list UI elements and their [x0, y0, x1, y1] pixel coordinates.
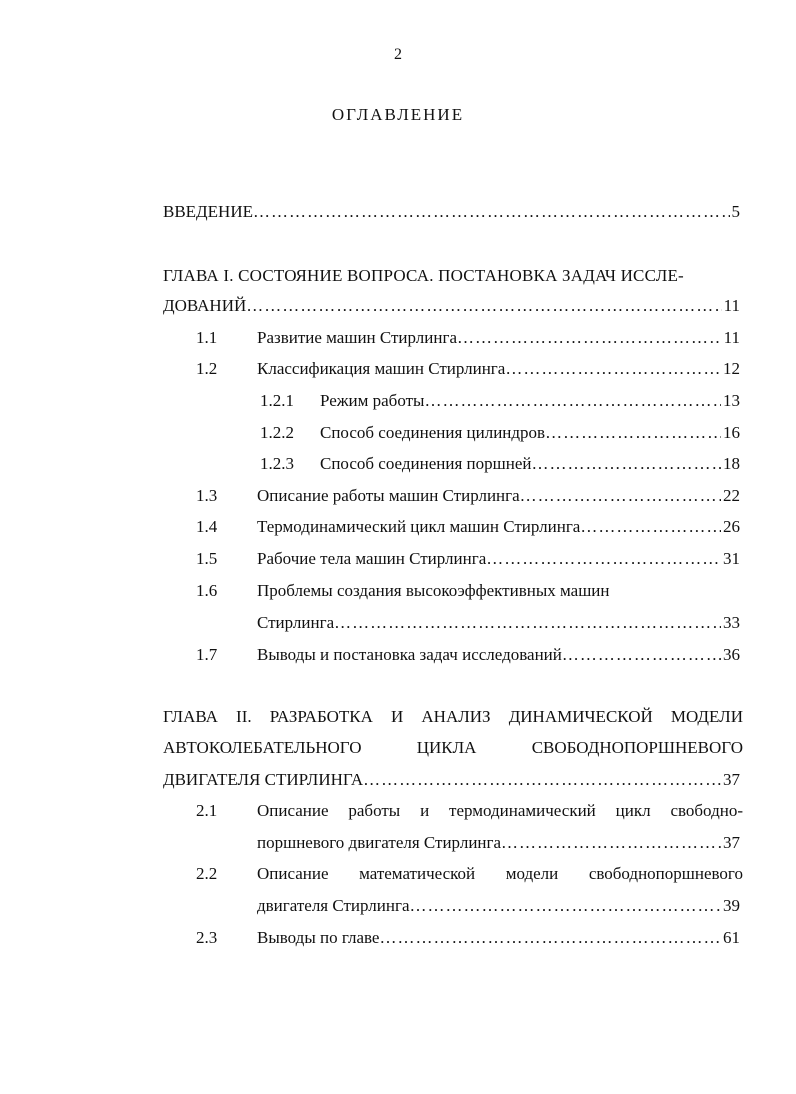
toc-entry-page: 37 [723, 770, 740, 789]
toc-entry-page: 31 [723, 549, 740, 568]
toc-entry-page: 39 [723, 896, 740, 915]
title-word: РАЗРАБОТКА [269, 707, 373, 726]
title-word: II. [236, 707, 252, 726]
toc-entry-page: 16 [723, 423, 740, 442]
toc-dot-leader [424, 390, 721, 412]
toc-entry-2-2[interactable] [257, 895, 740, 917]
toc-entry-title: поршневого двигателя Стирлинга [257, 833, 502, 852]
title-word: ДИНАМИЧЕСКОЙ [508, 707, 653, 726]
toc-entry-1-7[interactable] [257, 644, 740, 666]
toc-entry-number: 2.2 [196, 864, 218, 883]
toc-entry-number: 2.3 [196, 928, 218, 947]
toc-entry-page: 37 [723, 833, 740, 852]
title-word: АНАЛИЗ [421, 707, 491, 726]
toc-entry-title: Способ соединения цилиндров [320, 423, 546, 442]
title-word: модели [505, 864, 559, 883]
toc-entry-number: 1.2.1 [260, 391, 294, 410]
toc-entry-1-6-line1[interactable]: Проблемы создания высокоэффективных машин [257, 581, 610, 600]
title-word: Описание [257, 864, 329, 883]
toc-entry-number: 1.1 [196, 328, 218, 347]
toc-entry-page: 26 [723, 517, 740, 536]
toc-entry-title: ДОВАНИЙ [163, 296, 247, 315]
page-number: 2 [394, 46, 402, 63]
toc-entry-1-2-1[interactable] [320, 390, 740, 412]
toc-entry-title: Классификация машин Стирлинга [257, 359, 506, 378]
title-word: математической [359, 864, 476, 883]
toc-entry-title: Рабочие тела машин Стирлинга [257, 549, 487, 568]
toc-entry-1-2-2[interactable] [320, 422, 740, 444]
toc-entry-number: 1.7 [196, 645, 218, 664]
toc-entry-title: Стирлинга [257, 613, 335, 632]
toc-entry-page: 12 [723, 359, 740, 378]
toc-dot-leader [562, 644, 721, 666]
toc-dot-leader [363, 769, 721, 791]
toc-entry-title: Способ соединения поршней [320, 454, 532, 473]
toc-dot-leader [580, 516, 721, 538]
toc-entry-page: 61 [723, 928, 740, 947]
title-word: ГЛАВА [163, 707, 218, 726]
toc-dot-leader [253, 201, 730, 223]
toc-entry-page: 22 [723, 486, 740, 505]
toc-entry-number: 1.3 [196, 486, 218, 505]
chapter-2-title-line2[interactable] [163, 737, 743, 759]
toc-dot-leader [505, 358, 721, 380]
toc-entry-number: 1.5 [196, 549, 218, 568]
toc-entry-1-6[interactable] [257, 612, 740, 634]
toc-entry-page: 5 [731, 202, 740, 221]
title-word: термодинамический [449, 801, 596, 820]
chapter-1-title-line1[interactable]: ГЛАВА I. СОСТОЯНИЕ ВОПРОСА. ПОСТАНОВКА ЗАДАЧ ИССЛЕ- [163, 266, 684, 285]
toc-dot-leader [501, 832, 721, 854]
toc-entry-number: 1.6 [196, 581, 218, 600]
toc-entry-2-3[interactable] [257, 927, 740, 949]
toc-entry-number: 2.1 [196, 801, 218, 820]
toc-entry-1-1[interactable] [257, 327, 740, 349]
toc-dot-leader [531, 453, 721, 475]
toc-dot-leader [246, 295, 721, 317]
title-word: работы [348, 801, 401, 820]
toc-entry-page: 13 [723, 391, 740, 410]
toc-entry-number: 1.4 [196, 517, 218, 536]
toc-dot-leader [457, 327, 722, 349]
toc-entry-1-5[interactable] [257, 548, 740, 570]
toc-dot-leader [334, 612, 721, 634]
toc-entry-introduction[interactable] [163, 201, 740, 223]
toc-entry-page: 11 [723, 328, 740, 347]
toc-entry-number: 1.2.2 [260, 423, 294, 442]
title-word: ЦИКЛА [416, 738, 477, 757]
toc-entry-1-4[interactable] [257, 516, 740, 538]
toc-entry-1-2-3[interactable] [320, 453, 740, 475]
toc-entry-page: 18 [723, 454, 740, 473]
toc-entry-1-2[interactable] [257, 358, 740, 380]
title-word: цикл [615, 801, 651, 820]
toc-entry-title: ДВИГАТЕЛЯ СТИРЛИНГА [163, 770, 364, 789]
toc-entry-title: Описание работы машин Стирлинга [257, 486, 520, 505]
title-word: АВТОКОЛЕБАТЕЛЬНОГО [163, 738, 362, 757]
toc-entry-title: Выводы по главе [257, 928, 380, 947]
toc-entry-title: ВВЕДЕНИЕ [163, 202, 253, 221]
chapter-2-title-line1[interactable] [163, 706, 743, 728]
title-word: свободно- [670, 801, 743, 820]
toc-entry-page: 33 [723, 613, 740, 632]
toc-entry-title: двигателя Стирлинга [257, 896, 410, 915]
toc-entry-2-1[interactable] [257, 832, 740, 854]
toc-dot-leader [410, 895, 722, 917]
toc-dot-leader [379, 927, 721, 949]
toc-entry-title: Выводы и постановка задач исследований [257, 645, 562, 664]
title-word: свободнопоршневого [588, 864, 743, 883]
toc-dot-leader [486, 548, 721, 570]
toc-entry-title: Развитие машин Стирлинга [257, 328, 457, 347]
toc-entry-1-3[interactable] [257, 485, 740, 507]
title-word: И [391, 707, 404, 726]
title-word: МОДЕЛИ [670, 707, 743, 726]
toc-entry-2-1-line1[interactable] [257, 800, 743, 822]
title-word: Описание [257, 801, 329, 820]
toc-entry-number: 1.2 [196, 359, 218, 378]
title-word: СВОБОДНОПОРШНЕВОГО [531, 738, 743, 757]
toc-dot-leader [545, 422, 721, 444]
toc-entry-chapter-1[interactable] [163, 295, 740, 317]
toc-entry-title: Режим работы [320, 391, 425, 410]
page-title: ОГЛАВЛЕНИЕ [331, 105, 465, 124]
toc-entry-chapter-2[interactable] [163, 769, 740, 791]
toc-dot-leader [520, 485, 721, 507]
toc-entry-page: 36 [723, 645, 740, 664]
toc-entry-number: 1.2.3 [260, 454, 294, 473]
toc-entry-title: Термодинамический цикл машин Стирлинга [257, 517, 581, 536]
toc-entry-page: 11 [723, 296, 740, 315]
title-word: и [420, 801, 430, 820]
toc-entry-2-2-line1[interactable] [257, 863, 743, 885]
